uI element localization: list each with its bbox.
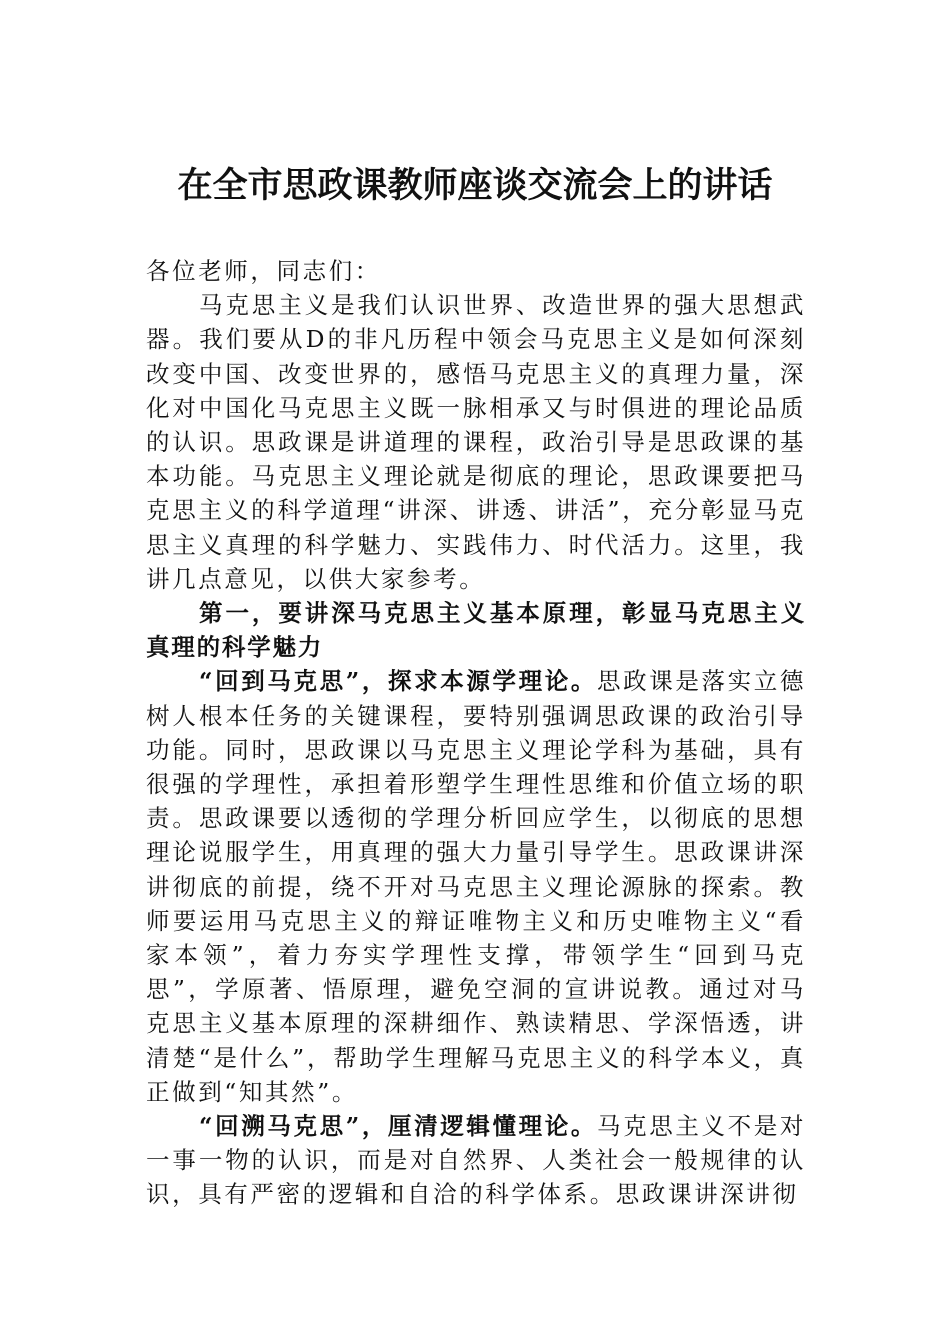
paragraph-lead: “回溯马克思”，厘清逻辑懂理论。	[199, 1112, 598, 1141]
salutation: 各位老师，同志们：	[146, 257, 381, 285]
paragraph-text: 思政课是落实立德树人根本任务的关键课程，要特别强调思政课的政治引导功能。同时，思政课以马克思主义理论学科为基础，具有很强的学理性，承担着形塑学生理性思维和价值立场的职责。思政课要以透彻的学理分析回应学生，以彻底的思想理论说服学生，用真理的强大力量引导学生。思政课讲深讲彻底的前提，绕不开对马克思主义理论源脉的探索。教师要运用马克思主义的辩证唯物主义和历史唯物主义“看家本领”，着力夯实学理性支撑，带领学生“回到马克思”，学原著、悟原理，避免空洞的宣讲说教。通过对马克思主义基本原理的深耕细作、熟读精思、学深悟透，讲清楚“是什么”，帮助学生理解马克思主义的科学本义，真正做到“知其然”。	[146, 667, 806, 1106]
intro-paragraph: 马克思主义是我们认识世界、改造世界的强大思想武器。我们要从D的非凡历程中领会马克思主义是如何深刻改变中国、改变世界的，感悟马克思主义的真理力量，深化对中国化马克思主义既一脉相承又与时俱进的理论品质的认识。思政课是讲道理的课程，政治引导是思政课的基本功能。马克思主义理论就是彻底的理论，思政课要把马克思主义的科学道理“讲深、讲透、讲活”，充分彰显马克思主义真理的科学魅力、实践伟力、时代活力。这里，我讲几点意见，以供大家参考。	[146, 291, 806, 593]
section-heading: 第一，要讲深马克思主义基本原理，彰显马克思主义真理的科学魅力	[146, 599, 806, 662]
document-body	[146, 254, 806, 1212]
body-paragraph	[146, 664, 806, 1109]
paragraph-text: 马克思主义不是对一事一物的认识，而是对自然界、人类社会一般规律的认识，具有严密的逻辑和自洽的科学体系。思政课讲深讲彻	[146, 1112, 806, 1209]
paragraph-lead: “回到马克思”，探求本源学理论。	[199, 667, 598, 696]
document-title: 在全市思政课教师座谈交流会上的讲话	[177, 165, 773, 206]
body-paragraph	[146, 1109, 806, 1212]
